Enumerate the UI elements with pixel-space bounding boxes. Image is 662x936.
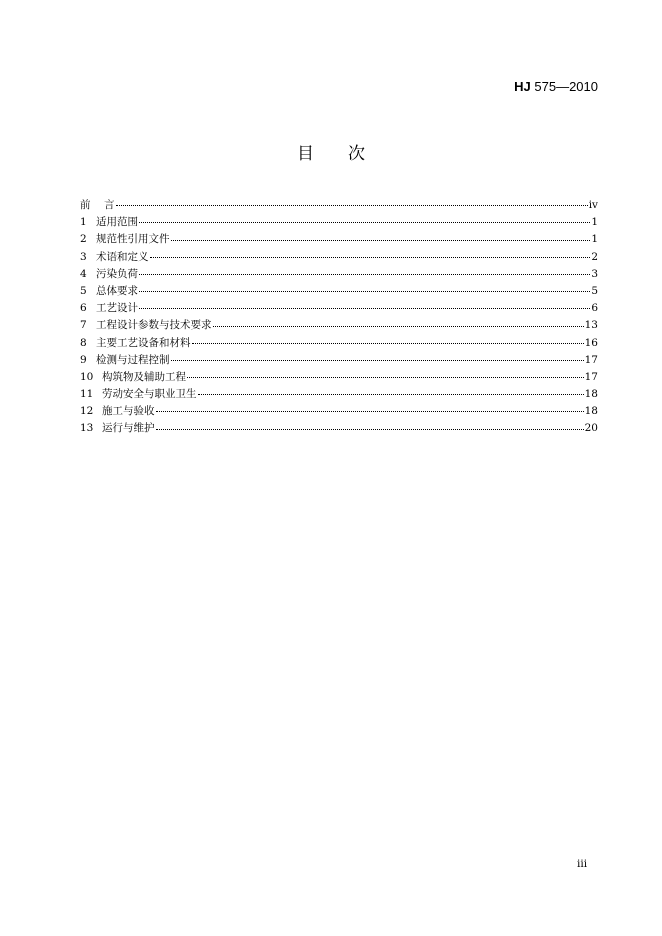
toc-entry-foreword[interactable] xyxy=(80,197,598,214)
toc-entry-page: 1 xyxy=(591,233,598,246)
toc-entry-number: 10 xyxy=(80,370,94,383)
toc-entry-label: 构筑物及辅助工程 xyxy=(102,370,186,383)
toc-dot-leader xyxy=(213,325,584,327)
toc-entry-number: 4 xyxy=(80,267,87,280)
toc-entry-number: 13 xyxy=(80,422,94,435)
toc-entry-label: 工艺设计 xyxy=(96,302,138,315)
toc-entry-page: 5 xyxy=(591,284,598,297)
toc-dot-leader xyxy=(192,342,584,344)
toc-entry-number: 3 xyxy=(80,250,87,263)
toc-entry-13[interactable] xyxy=(80,420,598,437)
toc-entry-page: iv xyxy=(588,199,598,211)
toc-list xyxy=(80,197,598,438)
toc-entry-4[interactable] xyxy=(80,266,598,283)
standard-code xyxy=(514,79,598,95)
toc-entry-number: 2 xyxy=(80,233,87,246)
toc-dot-leader xyxy=(116,204,588,206)
toc-entry-page: 6 xyxy=(591,302,598,315)
toc-entry-9[interactable] xyxy=(80,352,598,369)
toc-entry-page: 1 xyxy=(591,216,598,229)
toc-entry-10[interactable] xyxy=(80,369,598,386)
toc-entry-number: 9 xyxy=(80,353,87,366)
toc-dot-leader xyxy=(171,359,584,361)
toc-entry-6[interactable] xyxy=(80,300,598,317)
standard-code-prefix: HJ xyxy=(514,79,531,94)
toc-entry-label: 污染负荷 xyxy=(96,267,138,280)
toc-entry-label: 规范性引用文件 xyxy=(96,233,170,246)
toc-entry-page: 3 xyxy=(591,267,598,280)
toc-entry-label: 运行与维护 xyxy=(102,422,155,435)
toc-title xyxy=(0,144,662,164)
toc-entry-label: 工程设计参数与技术要求 xyxy=(96,319,212,332)
toc-dot-leader xyxy=(139,273,590,275)
toc-entry-1[interactable] xyxy=(80,214,598,231)
toc-entry-number: 6 xyxy=(80,302,87,315)
toc-entry-number: 7 xyxy=(80,319,87,332)
toc-entry-number: 8 xyxy=(80,336,87,349)
toc-entry-number: 12 xyxy=(80,405,94,418)
toc-dot-leader xyxy=(139,290,590,292)
toc-dot-leader xyxy=(139,221,590,223)
toc-entry-12[interactable] xyxy=(80,403,598,420)
toc-entry-7[interactable] xyxy=(80,317,598,334)
standard-code-number: 575—2010 xyxy=(530,79,598,94)
toc-entry-label: 劳动安全与职业卫生 xyxy=(102,388,197,401)
toc-dot-leader xyxy=(156,428,584,430)
toc-entry-5[interactable] xyxy=(80,283,598,300)
toc-entry-label: 施工与验收 xyxy=(102,405,155,418)
toc-entry-label: 适用范围 xyxy=(96,216,138,229)
toc-title-char-2: 次 xyxy=(348,144,365,164)
toc-entry-3[interactable] xyxy=(80,249,598,266)
toc-entry-label: 术语和定义 xyxy=(96,250,149,263)
toc-dot-leader xyxy=(150,256,591,258)
toc-entry-page: 18 xyxy=(584,405,598,418)
toc-entry-number: 5 xyxy=(80,284,87,297)
toc-title-char-1: 目 xyxy=(297,144,314,164)
toc-entry-number: 11 xyxy=(80,388,94,401)
toc-entry-11[interactable] xyxy=(80,386,598,403)
toc-entry-page: 20 xyxy=(584,422,598,435)
toc-entry-label: 检测与过程控制 xyxy=(96,353,170,366)
toc-entry-label: 主要工艺设备和材料 xyxy=(96,336,191,349)
toc-entry-label: 总体要求 xyxy=(96,284,138,297)
toc-dot-leader xyxy=(187,376,584,378)
toc-entry-number: 1 xyxy=(80,216,87,229)
toc-entry-page: 13 xyxy=(584,319,598,332)
toc-entry-page: 17 xyxy=(584,370,598,383)
toc-entry-number: 前 xyxy=(80,199,91,211)
toc-entry-label: 言 xyxy=(104,199,115,211)
toc-entry-2[interactable] xyxy=(80,231,598,248)
toc-entry-page: 2 xyxy=(591,250,598,263)
toc-entry-page: 18 xyxy=(584,388,598,401)
toc-dot-leader xyxy=(156,410,584,412)
toc-dot-leader xyxy=(139,307,590,309)
toc-entry-8[interactable] xyxy=(80,335,598,352)
toc-entry-page: 17 xyxy=(584,353,598,366)
toc-entry-page: 16 xyxy=(584,336,598,349)
toc-dot-leader xyxy=(171,239,591,241)
toc-dot-leader xyxy=(198,393,584,395)
page-number: iii xyxy=(577,858,588,870)
